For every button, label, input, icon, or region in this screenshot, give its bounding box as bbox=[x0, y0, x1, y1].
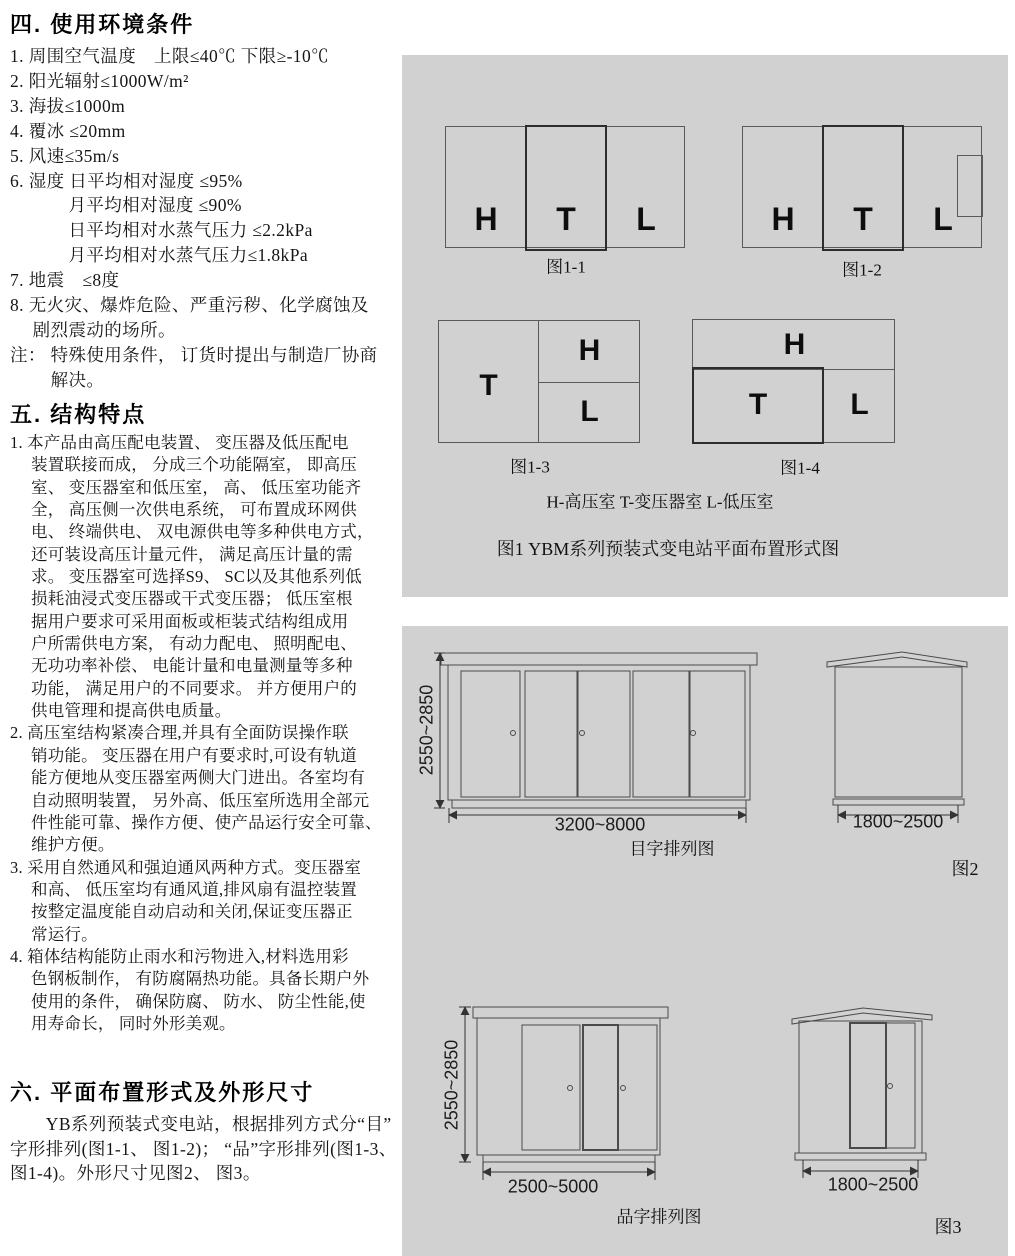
cell-label-h: H bbox=[474, 201, 498, 237]
cell-label-l: L bbox=[850, 388, 869, 421]
figure2-3-panel bbox=[402, 626, 1008, 1256]
mu-front-elevation-drawing bbox=[415, 648, 765, 838]
text-line: 自动照明装置， 另外高、低压室所选用全部元 bbox=[10, 790, 370, 810]
text-line: 注： 特殊使用条件， 订货时提出与制造厂协商 bbox=[10, 344, 378, 365]
text-line: 件性能可靠、操作方便、使产品运行安全可靠、 bbox=[10, 812, 382, 832]
divider bbox=[538, 382, 639, 383]
text-line: 月平均相对湿度 ≤90% bbox=[10, 195, 242, 216]
cell-label-h: H bbox=[771, 201, 795, 237]
fig1-3-caption: 图1-3 bbox=[510, 457, 550, 477]
text-line: 室、 变压器室和低压室， 高、 低压室功能齐 bbox=[10, 477, 362, 497]
text-line: 1. 本产品由高压配电装置、 变压器及低压配电 bbox=[10, 433, 349, 452]
text-line: 户所需供电方案， 有动力配电、 照明配电、 bbox=[10, 634, 357, 654]
text-line: 月平均相对水蒸气压力≤1.8kPa bbox=[10, 245, 309, 266]
text-line: 供电管理和提高供电质量。 bbox=[10, 701, 232, 721]
fig1-4-plan bbox=[692, 319, 895, 443]
fig3-side-elevation-drawing bbox=[780, 1000, 945, 1185]
text-line: 使用的条件， 确保防腐、 防水、 防尘性能,使 bbox=[10, 991, 366, 1011]
fig1-4-caption: 图1-4 bbox=[780, 458, 820, 478]
section4-body bbox=[10, 44, 402, 393]
text-line: 字形排列(图1-1、 图1-2)； “品”字形排列(图1-3、 bbox=[10, 1138, 397, 1159]
text-line: 和高、 低压室均有通风道,排风扇有温控装置 bbox=[10, 879, 357, 899]
fig1-3-plan bbox=[438, 320, 640, 443]
text-line: 能方便地从变压器室两侧大门进出。各室均有 bbox=[10, 768, 366, 788]
text-line: 按整定温度能自动启动和关闭,保证变压器正 bbox=[10, 902, 353, 922]
cell-label-t: T bbox=[479, 369, 498, 402]
fig1-2-caption: 图1-2 bbox=[842, 260, 882, 280]
pin-front-width-dim: 2500~5000 bbox=[507, 1176, 599, 1197]
figure1-panel bbox=[402, 55, 1008, 597]
text-line: 据用户要求可采用面板或柜装式结构组成用 bbox=[10, 611, 349, 631]
text-line: 用寿命长， 同时外形美观。 bbox=[10, 1013, 236, 1033]
cell-label-h: H bbox=[783, 328, 806, 361]
text-line: 损耗油浸式变压器或干式变压器； 低压室根 bbox=[10, 589, 353, 609]
text-line: 1. 周围空气温度 上限≤40℃ 下限≥-10℃ bbox=[10, 46, 330, 66]
text-line: 解决。 bbox=[10, 369, 105, 390]
fig1-1-caption: 图1-1 bbox=[546, 257, 586, 277]
cell-label-t: T bbox=[748, 388, 768, 421]
text-line: 维护方便。 bbox=[10, 835, 115, 855]
text-line: 3. 采用自然通风和强迫通风两种方式。变压器室 bbox=[10, 857, 362, 877]
text-line: 还可装设高压计量元件， 满足高压计量的需 bbox=[10, 544, 353, 564]
cell-label-l: L bbox=[580, 395, 599, 428]
cell-label-t: T bbox=[556, 201, 576, 237]
text-line: 剧烈震动的场所。 bbox=[10, 319, 176, 340]
section4-heading: 四. 使用环境条件 bbox=[10, 12, 195, 37]
pin-front-height-dim: 2550~2850 bbox=[441, 1039, 462, 1131]
figure1-legend: H-高压室 T-变压器室 L-低压室 bbox=[546, 492, 774, 512]
cell-label-h: H bbox=[578, 334, 601, 367]
figure1-caption: 图1 YBM系列预装式变电站平面布置形式图 bbox=[496, 539, 840, 559]
text-line: 常运行。 bbox=[10, 924, 98, 944]
fig3-caption: 图3 bbox=[934, 1217, 962, 1237]
section6-body bbox=[10, 1112, 405, 1186]
mu-front-width-dim: 3200~8000 bbox=[554, 814, 646, 835]
fig1-2-plan bbox=[742, 126, 982, 248]
text-line: 全， 高压侧一次供电系统， 可布置成环网供 bbox=[10, 500, 357, 520]
text-line: 装置联接而成， 分成三个功能隔室， 即高压 bbox=[10, 455, 357, 475]
cell-label-t: T bbox=[853, 201, 873, 237]
text-line: 8. 无火灾、爆炸危险、严重污秽、化学腐蚀及 bbox=[10, 295, 369, 316]
text-line: 销功能。 变压器在用户有要求时,可设有轨道 bbox=[10, 745, 357, 765]
fig3-side-width-dim: 1800~2500 bbox=[827, 1174, 919, 1195]
text-line: 电、 终端供电、 双电源供电等多种供电方式， bbox=[10, 522, 374, 542]
mu-front-height-dim: 2550~2850 bbox=[416, 684, 437, 776]
fig1-1-plan bbox=[445, 126, 685, 248]
text-line: 图1-4)。外形尺寸见图2、 图3。 bbox=[10, 1163, 261, 1184]
text-line: 4. 覆冰 ≤20mm bbox=[10, 120, 126, 141]
text-line: 功能， 满足用户的不同要求。 并方便用户的 bbox=[10, 678, 357, 698]
section5-body bbox=[10, 432, 405, 1035]
text-line: YB系列预装式变电站，根据排列方式分“目” bbox=[10, 1114, 392, 1134]
pin-front-elevation-drawing bbox=[440, 1000, 685, 1190]
text-line: 6. 湿度 日平均相对湿度 ≤95% bbox=[10, 170, 243, 191]
fig2-caption: 图2 bbox=[951, 859, 979, 879]
fig2-side-width-dim: 1800~2500 bbox=[852, 811, 944, 832]
text-line: 色钢板制作， 有防腐隔热功能。具备长期户外 bbox=[10, 969, 370, 989]
text-line: 4. 箱体结构能防止雨水和污物进入,材料选用彩 bbox=[10, 946, 349, 966]
fig2-side-elevation-drawing bbox=[820, 648, 975, 833]
pin-front-caption: 品字排列图 bbox=[616, 1207, 702, 1227]
mu-front-caption: 目字排列图 bbox=[629, 839, 715, 859]
text-line: 无功功率补偿、 电能计量和电量测量等多种 bbox=[10, 656, 353, 676]
text-line: 3. 海拔≤1000m bbox=[10, 95, 126, 116]
text-line: 5. 风速≤35m/s bbox=[10, 145, 120, 166]
text-line: 2. 高压室结构紧凑合理,并具有全面防误操作联 bbox=[10, 723, 349, 743]
text-line: 求。 变压器室可选择S9、 SC以及其他系列低 bbox=[10, 567, 362, 587]
text-line: 7. 地震 ≤8度 bbox=[10, 270, 120, 291]
section5-heading: 五. 结构特点 bbox=[10, 402, 147, 427]
cell-label-l: L bbox=[636, 201, 656, 237]
section6-heading: 六. 平面布置形式及外形尺寸 bbox=[10, 1080, 315, 1105]
text-line: 日平均相对水蒸气压力 ≤2.2kPa bbox=[10, 220, 313, 241]
text-line: 2. 阳光辐射≤1000W/m² bbox=[10, 70, 189, 91]
cell-label-l: L bbox=[933, 201, 953, 237]
